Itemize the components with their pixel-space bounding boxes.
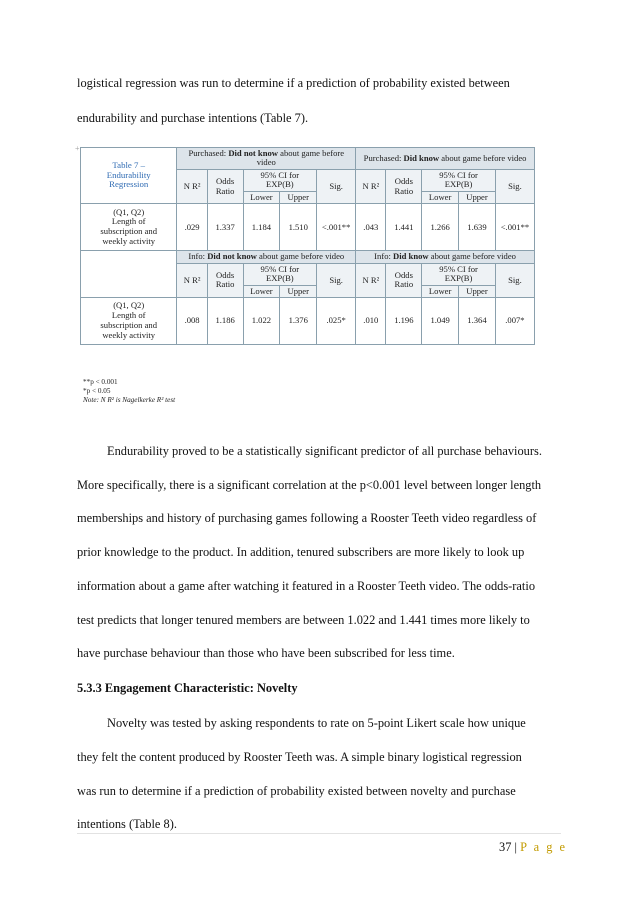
- header-lower: Lower: [422, 191, 459, 203]
- header-upper: Upper: [459, 191, 496, 203]
- cell-n-r2: .043: [356, 204, 386, 251]
- group-header-purchased-know: Purchased: Did know about game before video: [356, 148, 535, 170]
- header-n-r2: N R²: [356, 169, 386, 203]
- table-notes: [83, 378, 175, 404]
- body-text-line: have purchase behaviour than those who have been subscribed for less time.: [77, 646, 455, 660]
- header-upper: Upper: [459, 285, 496, 297]
- section-heading: 5.3.3 Engagement Characteristic: Novelty: [77, 681, 298, 695]
- row-label: (Q1, Q2) Length of subscription and weekly activity: [81, 204, 177, 251]
- cell-n-r2: .029: [177, 204, 207, 251]
- header-ci: 95% CI for EXP(B): [422, 263, 496, 285]
- cell-lower: 1.022: [243, 298, 280, 345]
- group-header-info-not-know: Info: Did not know about game before video: [177, 251, 356, 263]
- header-sig: Sig.: [495, 169, 534, 203]
- body-text-line: they felt the content produced by Rooster Teeth was. A simple binary logistical regression: [77, 750, 522, 764]
- cell-n-r2: .010: [356, 298, 386, 345]
- header-odds-ratio: Odds Ratio: [386, 169, 422, 203]
- group-header-info-know: Info: Did know about game before video: [356, 251, 535, 263]
- note-line: Note: N R² is Nagelkerke R² test: [83, 395, 176, 404]
- cell-upper: 1.376: [280, 298, 317, 345]
- body-text-line: memberships and history of purchasing games following a Rooster Teeth video regardless of: [77, 511, 537, 525]
- body-text-line: intentions (Table 8).: [77, 817, 177, 831]
- cell-upper: 1.364: [459, 298, 496, 345]
- body-text-line: prior knowledge to the product. In addition, tenured subscribers are more likely to look up: [77, 545, 525, 559]
- regression-table: [80, 147, 535, 345]
- note-line: *p < 0.05: [83, 386, 111, 395]
- corner-mark: +: [75, 144, 80, 153]
- header-lower: Lower: [422, 285, 459, 297]
- cell-sig: .025*: [317, 298, 356, 345]
- cell-n-r2: .008: [177, 298, 207, 345]
- header-lower: Lower: [243, 191, 280, 203]
- header-upper: Upper: [280, 285, 317, 297]
- footer-divider: [77, 833, 561, 834]
- cell-odds: 1.196: [386, 298, 422, 345]
- blank-cell: [81, 251, 177, 298]
- header-ci: 95% CI for EXP(B): [422, 169, 496, 191]
- body-text-line: Novelty was tested by asking respondents to rate on 5-point Likert scale how unique: [107, 716, 526, 730]
- body-text-line: test predicts that longer tenured members are between 1.022 and 1.441 times more likely to: [77, 613, 530, 627]
- body-text-line: Endurability proved to be a statistically significant predictor of all purchase behaviours.: [107, 444, 542, 458]
- header-n-r2: N R²: [177, 263, 207, 297]
- body-text-line: was run to determine if a prediction of probability existed between novelty and purchase: [77, 784, 516, 798]
- page-footer: [499, 840, 567, 855]
- cell-sig: <.001**: [495, 204, 534, 251]
- cell-odds: 1.186: [207, 298, 243, 345]
- cell-odds: 1.441: [386, 204, 422, 251]
- header-odds-ratio: Odds Ratio: [207, 169, 243, 203]
- header-n-r2: N R²: [177, 169, 207, 203]
- body-text-line: endurability and purchase intentions (Table 7).: [77, 111, 309, 125]
- cell-sig: <.001**: [317, 204, 356, 251]
- cell-odds: 1.337: [207, 204, 243, 251]
- body-text-line: logistical regression was run to determine if a prediction of probability existed between: [77, 76, 510, 90]
- header-ci: 95% CI for EXP(B): [243, 263, 317, 285]
- row-label: (Q1, Q2) Length of subscription and weekly activity: [81, 298, 177, 345]
- header-lower: Lower: [243, 285, 280, 297]
- cell-sig: .007*: [495, 298, 534, 345]
- group-header-purchased-not-know: Purchased: Did not know about game before video: [177, 148, 356, 170]
- header-ci: 95% CI for EXP(B): [243, 169, 317, 191]
- cell-lower: 1.184: [243, 204, 280, 251]
- header-n-r2: N R²: [356, 263, 386, 297]
- cell-upper: 1.510: [280, 204, 317, 251]
- cell-upper: 1.639: [459, 204, 496, 251]
- page-number: 37: [499, 840, 512, 854]
- header-sig: Sig.: [317, 169, 356, 203]
- body-text-line: information about a game after watching it featured in a Rooster Teeth video. The odds-ratio: [77, 579, 536, 593]
- header-odds-ratio: Odds Ratio: [207, 263, 243, 297]
- header-odds-ratio: Odds Ratio: [386, 263, 422, 297]
- body-text-line: More specifically, there is a significant correlation at the p<0.001 level between longer length: [77, 478, 542, 492]
- header-sig: Sig.: [317, 263, 356, 297]
- cell-lower: 1.049: [422, 298, 459, 345]
- page-word: P a g e: [520, 840, 568, 854]
- note-line: **p < 0.001: [83, 378, 118, 386]
- table-title: Table 7 – Endurability Regression: [81, 148, 177, 204]
- footer-separator: |: [514, 840, 517, 854]
- regression-table-figure: [75, 144, 536, 415]
- header-upper: Upper: [280, 191, 317, 203]
- cell-lower: 1.266: [422, 204, 459, 251]
- header-sig: Sig.: [495, 263, 534, 297]
